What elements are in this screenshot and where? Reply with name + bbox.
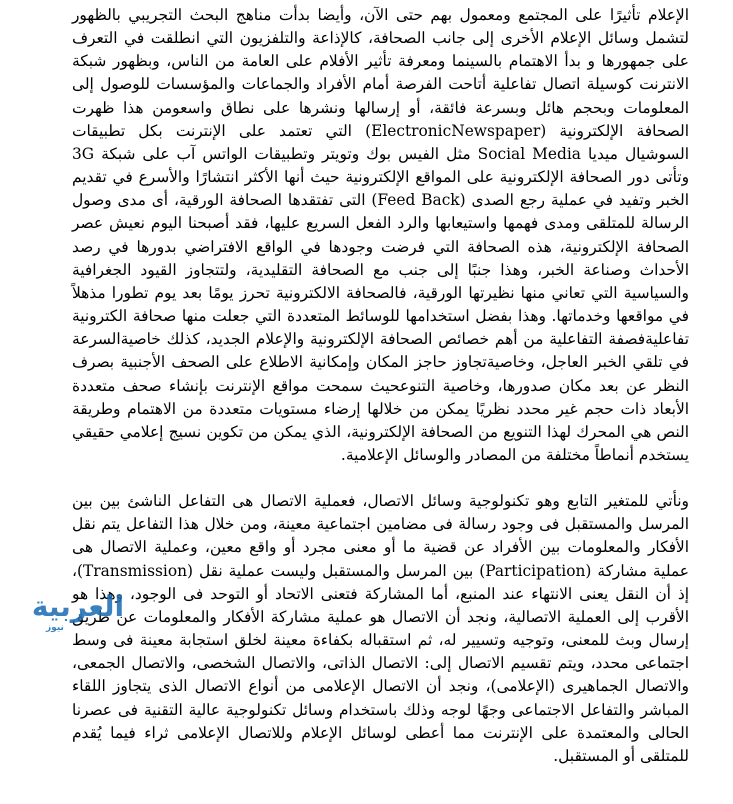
svg-text:نيوز: نيوز	[46, 623, 64, 633]
paragraph-2: ونأتي للمتغير التابع وهو تكنولوجية وسائل الاتصال، فعملية الاتصال هى التفاعل الناشئ بين بين المرسل والمستقبل فى وجود رسالة فى مضامين اجتماعية معينة، ومن خلال هذا التفاعل يتم نقل الأفكار والمعلومات بين الأفراد عن قضية ما أو معنى مجرد أو واقع معين، وعملية الاتصال هى عملية مشاركة (Participation) بين المرسل والمستقبل وليست عملية نقل (Transmission)، إذ أن النقل يعنى الانتهاء عند المنبع، أما المشاركة فتعنى الاتحاد أو التوحد فى الوجود، وهذا هو الأقرب إلى العملية الاتصالية، ونجد أن الاتصال هو عملية مشاركة الأفكار والمعلومات عن طريق إرسال وبث للمعنى، وتوجيه وتسيير له، ثم استقباله بكفاءة معينة لخلق استجابة معينة فى وسط اجتماعى محدد، ويتم تقسيم الاتصال إلى: الاتصال الذاتى، والاتصال الشخصى، والاتصال الجمعى، والاتصال الجماهيرى (الإعلامى)، ونجد أن الاتصال الإعلامى من أنواع الاتصال الذى يتجاوز اللقاء المباشر والتفاعل الاجتماعى وجهًا لوجه وذلك باستخدام وسائل تكنولوجية عالية التقنية فى عصرنا الحالى والمعتمدة على الإنترنت مما أعطى لوسائل الإعلام وللاتصال الإعلامى ثراء فيما يُقدم للمتلقى أو المستقبل.	[72, 492, 689, 765]
svg-text:العربية: العربية	[31, 590, 125, 623]
paragraph-1: الإعلام تأثيرًا على المجتمع ومعمول بهم حتى الآن، وأيضا بدأت مناهج البحث التجريبي بالظهور لتشمل وسائل الإعلام الأخرى إلى جانب الصحافة، كالإذاعة والتلفزيون التي انطلقت في التعرف على جمهورها و بدأ الاهتمام بالسينما ومعرفة تأثير الأفلام على العامة من الناس، وبظهور شبكة الانترنت كوسيلة اتصال تفاعلية أتاحت الفرصة أمام الأفراد والجماعات والمؤسسات للوصول إلى المعلومات وبحجم هائل وبسرعة فائقة، أو إرسالها ونشرها على نطاق واسعومن هذا ظهرت الصحافة الإلكترونية (ElectronicNewspaper) التي تعتمد على الإنترنت بكل تطبيقات السوشيال ميديا Social Media مثل الفيس بوك وتويتر وتطبيقات الواتس آب على شبكة 3G وتأتى دور الصحافة الإلكترونية على المواقع الإلكترونية حيث أنها الأكثر انتشارًا والأسرع في تقديم الخبر وتفيد في عملية رجع الصدى (Feed Back) التى تفتقدها الصحافة الورقية، أى مدى وصول الرسالة للمتلقى ومدى فهمها واستيعابها والرد الفعل السريع عليها، فقد أصبحنا اليوم نعيش عصر الصحافة الإلكترونية، هذه الصحافة التي فرضت وجودها في الواقع الافتراضي بدورها في رصد الأحداث وصناعة الخبر، وهذا جنبًا إلى جنب مع الصحافة التقليدية، ولتتجاوز القيود الجغرافية والسياسية التي تعاني منها نظيرتها الورقية، فالصحافة الالكترونية تحرز يومًا بعد يوم تطورا مذهلاً في مواقعها وخدماتها. وهذا بفضل استخدامها للوسائط المتعددة التي جعلت منها صحافة الكترونية تفاعليةفصفة التفاعلية من أهم خصائص الصحافة الإلكترونية والإعلام الجديد، كذلك خاصيةالسرعة في تلقي الخبر العاجل، وخاصيةتجاوز حاجز المكان وإمكانية الاطلاع على الصحف الأجنبية بصرف النظر عن بعد مكان صدورها، وخاصية التنوعحيث سمحت مواقع الإنترنت بإنشاء صحف متعددة الأبعاد ذات حجم غير محدد نظريًا يمكن من خلالها إرضاء مستويات متعددة من الاهتمام وطريقة النص هي المحرك لهذا التنويع من الصحافة الإلكترونية، الذي يمكن من تكوين نسيج إعلامي حقيقي يستخدم أنماطاً مختلفة من المصادر والوسائل الإعلامية.	[72, 6, 690, 464]
